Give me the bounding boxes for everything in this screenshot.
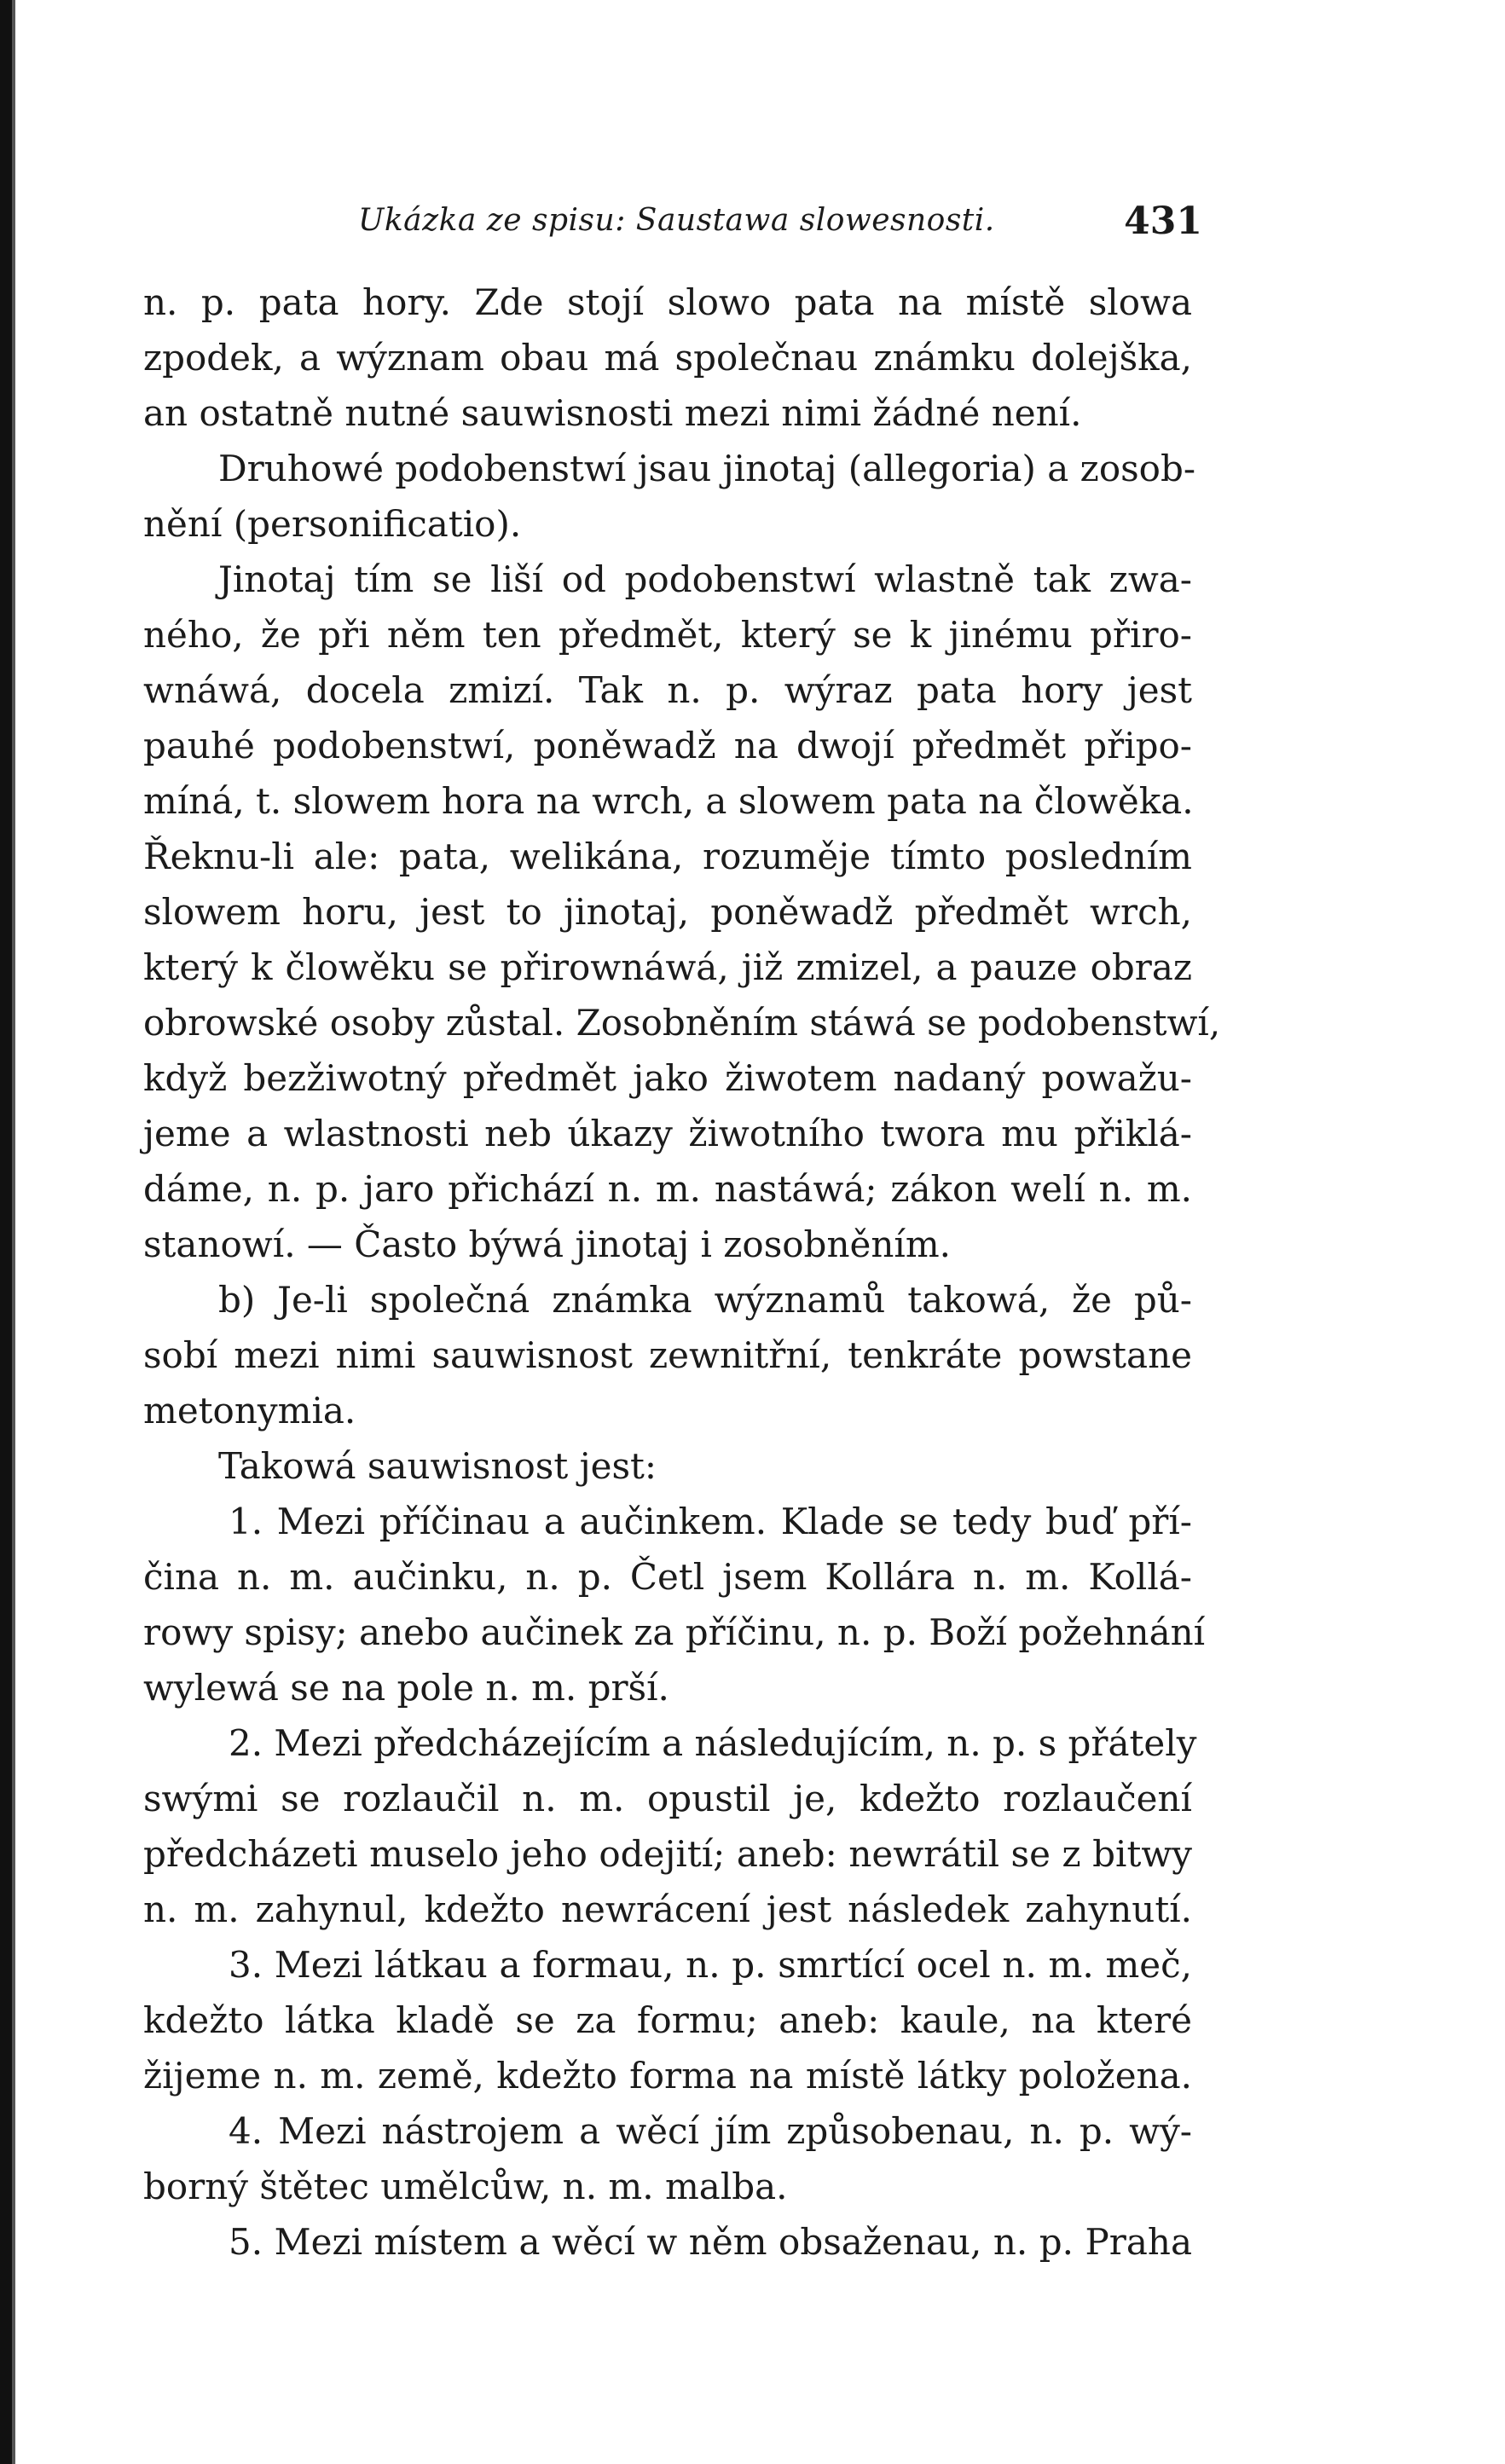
text-line: dáme, n. p. jaro přichází n. m. nastáwá; zákon welí n. m.: [143, 1168, 1192, 1210]
text-line: borný štětec umělcůw, n. m. malba.: [143, 2166, 788, 2207]
running-head: [128, 200, 1202, 254]
text-line: 1. Mezi příčinau a aučinkem. Klade se tedy buď pří-: [229, 1501, 1192, 1542]
text-line: jeme a wlastnosti neb úkazy žiwotního twora mu přiklá-: [143, 1113, 1192, 1154]
text-line: zpodek, a wýznam obau má společnau známku dolejška,: [143, 337, 1192, 379]
text-line: 3. Mezi látkau a formau, n. p. smrtící ocel n. m. meč,: [229, 1944, 1192, 1986]
text-line: rowy spisy; anebo aučinek za příčinu, n. p. Boží požehnání: [143, 1611, 1206, 1653]
text-line: wnáwá, docela zmizí. Tak n. p. wýraz pata hory jest: [143, 669, 1192, 711]
text-line: Takowá sauwisnost jest:: [218, 1445, 657, 1487]
running-head-title: Ukázka ze spisu: Saustawa slowesnosti.: [358, 203, 995, 238]
text-line: metonymia.: [143, 1390, 356, 1432]
text-line: Řeknu-li ale: pata, welikána, rozuměje tímto posledním: [143, 836, 1192, 877]
text-line: žijeme n. m. země, kdežto forma na místě látky položena.: [143, 2055, 1192, 2097]
text-line: sobí mezi nimi sauwisnost zewnitřní, tenkráte powstane: [143, 1334, 1192, 1376]
text-line: n. m. zahynul, kdežto newrácení jest následek zahynutí.: [143, 1888, 1192, 1930]
scan-left-border: [0, 0, 12, 2464]
text-line: swými se rozlaučil n. m. opustil je, kdežto rozlaučení: [143, 1778, 1192, 1819]
text-line: Jinotaj tím se liší od podobenstwí wlastně tak zwa-: [218, 558, 1192, 600]
text-line: kdežto látka kladě se za formu; aneb: kaule, na které: [143, 1999, 1192, 2041]
text-line: slowem horu, jest to jinotaj, poněwadž předmět wrch,: [143, 891, 1192, 933]
text-line: pauhé podobenstwí, poněwadž na dwojí předmět připo-: [143, 725, 1192, 766]
text-line: čina n. m. aučinku, n. p. Četl jsem Kollára n. m. Kollá-: [143, 1556, 1192, 1598]
text-line: wylewá se na pole n. m. prší.: [143, 1667, 669, 1709]
text-line: 4. Mezi nástrojem a wěcí jím způsobenau, n. p. wý-: [229, 2110, 1192, 2152]
text-line: 2. Mezi předcházejícím a následujícím, n. p. s přátely: [229, 1722, 1197, 1764]
text-line: b) Je-li společná známka wýznamů takowá, že pů-: [218, 1279, 1192, 1321]
scan-left-border-shadow: [12, 0, 15, 2464]
text-line: který k člowěku se přirownáwá, již zmizel, a pauze obraz: [143, 946, 1192, 988]
text-line: Druhowé podobenstwí jsau jinotaj (allegoria) a zosob-: [218, 448, 1196, 489]
text-line: obrowské osoby zůstal. Zosobněním stáwá se podobenstwí,: [143, 1002, 1221, 1044]
text-line: když bezžiwotný předmět jako žiwotem nadaný powažu-: [143, 1057, 1192, 1099]
text-line: n. p. pata hory. Zde stojí slowo pata na místě slowa: [143, 281, 1192, 323]
text-line: míná, t. slowem hora na wrch, a slowem pata na člowěka.: [143, 780, 1194, 822]
text-line: stanowí. — Často býwá jinotaj i zosobněním.: [143, 1223, 952, 1265]
page-number: 431: [1124, 200, 1202, 243]
book-page: [128, 0, 1221, 2464]
text-line: ného, že při něm ten předmět, který se k jinému přiro-: [143, 614, 1192, 656]
body-text: [143, 275, 1221, 2270]
text-line: nění (personificatio).: [143, 503, 522, 545]
text-line: předcházeti muselo jeho odejití; aneb: newrátil se z bitwy: [143, 1833, 1192, 1875]
text-line: 5. Mezi místem a wěcí w něm obsaženau, n. p. Praha: [229, 2221, 1192, 2263]
text-line: an ostatně nutné sauwisnosti mezi nimi žádné není.: [143, 392, 1082, 434]
